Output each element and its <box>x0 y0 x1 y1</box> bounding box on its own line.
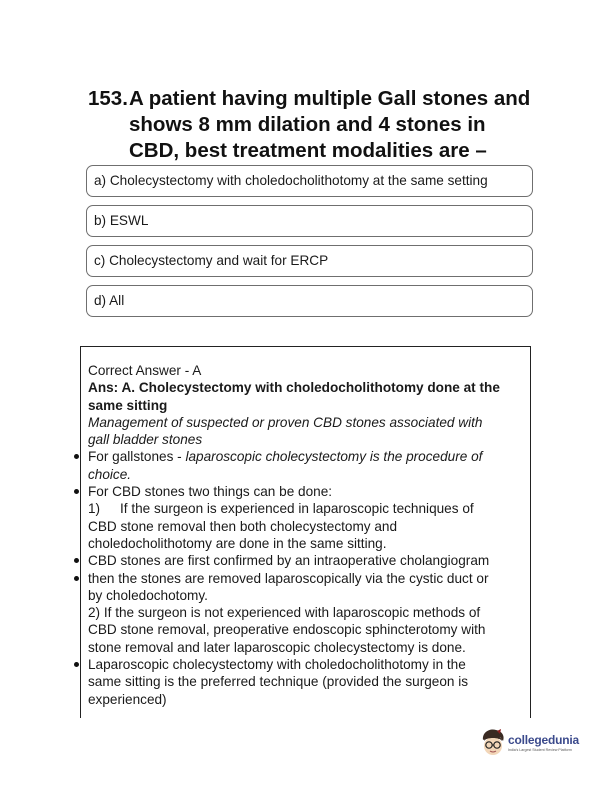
answer-title-line-1: Ans: A. Cholecystectomy with choledocholithotomy done at the <box>88 380 500 396</box>
brand-name: collegedunia <box>508 733 579 747</box>
point-1-line-3: choledocholithotomy are done in the same sitting. <box>88 535 387 551</box>
bullet-gallstones-cont: choice. <box>88 466 132 482</box>
option-a[interactable]: a) Cholecystectomy with choledocholithotomy at the same setting <box>86 165 533 197</box>
point-1-line-2: CBD stone removal then both cholecystectomy and <box>88 518 398 534</box>
bullet-gallstones: For gallstones - laparoscopic cholecystectomy is the procedure of <box>88 448 533 465</box>
answer-explanation <box>88 362 533 708</box>
point-2-line-3: stone removal and later laparoscopic cholecystectomy is done. <box>88 639 466 655</box>
bullet-removal-cont: by choledochotomy. <box>88 587 208 603</box>
point-2-line-2: CBD stone removal, preoperative endoscopic sphincterotomy with <box>88 622 486 638</box>
option-c[interactable]: c) Cholecystectomy and wait for ERCP <box>86 245 533 277</box>
bullet-preferred: Laparoscopic cholecystectomy with choledocholithotomy in the <box>88 656 533 673</box>
bullet-preferred-cont-1: same sitting is the preferred technique (provided the surgeon is <box>88 674 469 690</box>
management-line-1: Management of suspected or proven CBD stones associated with <box>88 414 483 430</box>
brand-tagline: India's Largest Student Review Platform <box>508 748 572 752</box>
bullet-icon <box>74 454 79 459</box>
bullet-removal: then the stones are removed laparoscopically via the cystic duct or <box>88 570 533 587</box>
question-line-1: 153.A patient having multiple Gall stones and <box>88 87 531 110</box>
bullet-preferred-cont-2: experienced) <box>88 691 167 707</box>
point-1-line-1: 1) If the surgeon is experienced in laparoscopic techniques of <box>88 501 474 517</box>
bullet-cholangiogram: CBD stones are first confirmed by an intraoperative cholangiogram <box>88 552 533 569</box>
correct-answer-label: Correct Answer - A <box>88 363 202 378</box>
bullet-icon <box>74 576 79 581</box>
bullet-cbd-stones: For CBD stones two things can be done: <box>88 483 533 500</box>
answer-title-line-2: same sitting <box>88 397 168 413</box>
question-heading <box>88 86 538 164</box>
student-mascot-icon <box>480 728 506 756</box>
question-number: 153. <box>88 87 128 110</box>
bullet-icon <box>74 489 79 494</box>
bullet-icon <box>74 558 79 563</box>
collegedunia-logo <box>480 728 590 758</box>
point-2-line-1: 2) If the surgeon is not experienced with laparoscopic methods of <box>88 605 481 621</box>
question-line-3: CBD, best treatment modalities are – <box>129 139 487 162</box>
management-line-2: gall bladder stones <box>88 432 203 448</box>
bullet-icon <box>74 662 79 667</box>
question-line-2: shows 8 mm dilation and 4 stones in <box>129 113 486 136</box>
option-d[interactable]: d) All <box>86 285 533 317</box>
option-b[interactable]: b) ESWL <box>86 205 533 237</box>
